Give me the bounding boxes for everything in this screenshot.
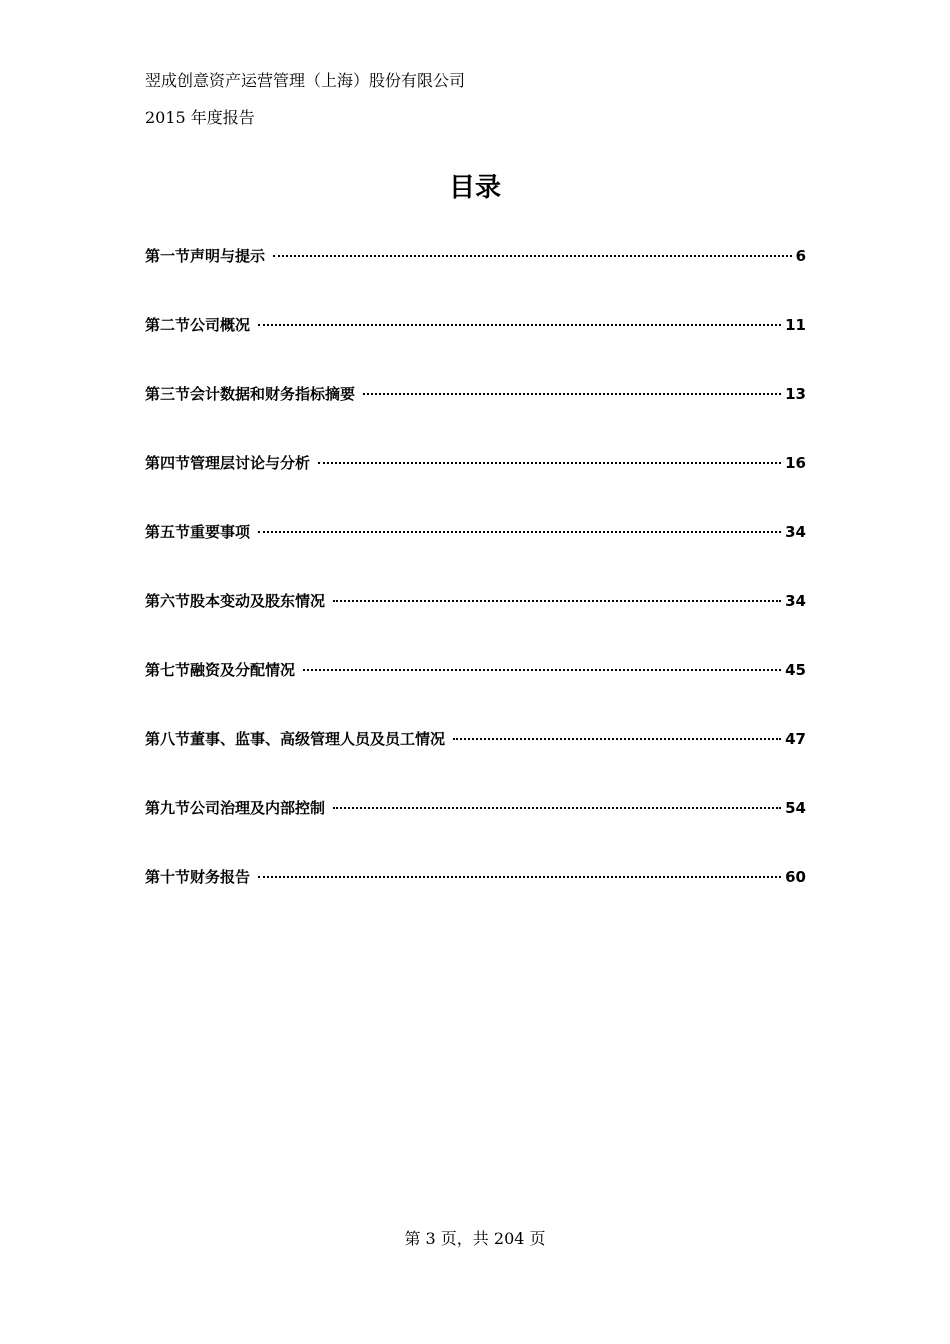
toc-entry-section-7[interactable] [145, 658, 806, 682]
toc-entry-label: 第十节财务报告 [145, 868, 251, 886]
toc-entry-page: 16 [785, 454, 806, 472]
toc-entry-page: 13 [785, 385, 806, 403]
toc-dot-leader [453, 737, 781, 740]
toc-entry-page: 34 [785, 523, 806, 541]
toc-entry-section-9[interactable] [145, 796, 806, 820]
toc-entry-section-4[interactable] [145, 451, 806, 475]
toc-entry-label: 第四节管理层讨论与分析 [145, 454, 311, 472]
toc-entry-label: 第九节公司治理及内部控制 [145, 799, 326, 817]
toc-entry-label: 第三节会计数据和财务指标摘要 [145, 385, 356, 403]
toc-entry-section-1[interactable] [145, 244, 806, 268]
toc-entry-page: 34 [785, 592, 806, 610]
toc-entry-label: 第五节重要事项 [145, 523, 251, 541]
toc-entry-page: 47 [785, 730, 806, 748]
toc-entry-page: 54 [785, 799, 806, 817]
table-of-contents [145, 244, 806, 934]
toc-dot-leader [318, 461, 781, 464]
toc-entry-section-5[interactable] [145, 520, 806, 544]
company-name: 翌成创意资产运营管理（上海）股份有限公司 [145, 71, 466, 90]
toc-dot-leader [258, 323, 781, 326]
toc-entry-page: 60 [785, 868, 806, 886]
toc-dot-leader [273, 254, 792, 257]
toc-entry-section-2[interactable] [145, 313, 806, 337]
toc-dot-leader [333, 599, 781, 602]
toc-entry-section-3[interactable] [145, 382, 806, 406]
toc-entry-label: 第二节公司概况 [145, 316, 251, 334]
report-title: 2015 年度报告 [145, 108, 255, 127]
toc-entry-page: 6 [795, 247, 806, 265]
toc-entry-page: 45 [785, 661, 806, 679]
page-footer: 第 3 页，共 204 页 [404, 1229, 546, 1248]
toc-dot-leader [333, 806, 781, 809]
toc-dot-leader [258, 530, 781, 533]
toc-title: 目录 [448, 173, 501, 203]
toc-entry-section-8[interactable] [145, 727, 806, 751]
toc-entry-label: 第八节董事、监事、高级管理人员及员工情况 [145, 730, 446, 748]
toc-entry-section-6[interactable] [145, 589, 806, 613]
toc-entry-section-10[interactable] [145, 865, 806, 889]
toc-entry-label: 第一节声明与提示 [145, 247, 266, 265]
toc-dot-leader [363, 392, 781, 395]
toc-entry-label: 第六节股本变动及股东情况 [145, 592, 326, 610]
toc-dot-leader [303, 668, 781, 671]
toc-dot-leader [258, 875, 781, 878]
toc-entry-label: 第七节融资及分配情况 [145, 661, 296, 679]
toc-entry-page: 11 [785, 316, 806, 334]
